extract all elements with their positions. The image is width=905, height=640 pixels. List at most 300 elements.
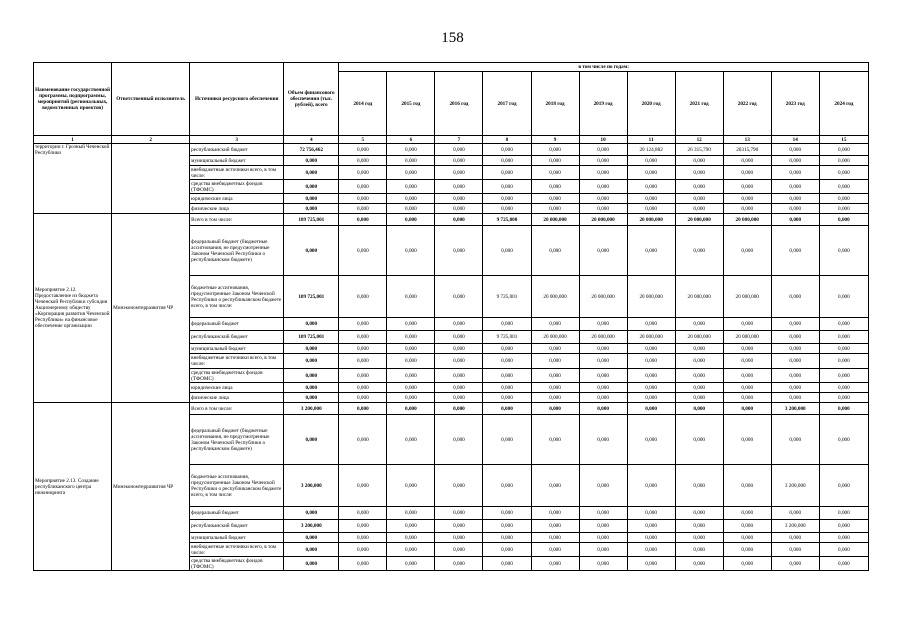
year-value-cell: 0,000 <box>531 403 579 415</box>
year-value-cell: 0,000 <box>675 543 723 557</box>
year-value-cell: 0,000 <box>387 166 435 180</box>
total-cell: 0,000 <box>284 166 339 180</box>
year-value-cell: 0,000 <box>435 331 483 344</box>
year-value-cell: 20 000,000 <box>723 214 771 226</box>
year-value-cell: 20 124,882 <box>627 144 675 156</box>
header-sources: Источники ресурсного обеспечения <box>190 63 284 136</box>
year-value-cell: 0,000 <box>387 204 435 214</box>
year-value-cell: 0,000 <box>723 507 771 520</box>
year-value-cell: 0,000 <box>579 369 627 383</box>
year-value-cell: 0,000 <box>339 166 387 180</box>
year-value-cell: 0,000 <box>675 194 723 204</box>
year-value-cell: 0,000 <box>531 204 579 214</box>
year-value-cell: 0,000 <box>771 354 819 369</box>
year-header: 2015 год <box>387 72 435 136</box>
year-value-cell: 0,000 <box>627 520 675 533</box>
total-cell: 0,000 <box>284 226 339 276</box>
year-value-cell: 0,000 <box>675 226 723 276</box>
source-cell: федеральный бюджет <box>190 318 284 331</box>
year-value-cell: 0,000 <box>771 383 819 393</box>
total-cell: 0,000 <box>284 194 339 204</box>
total-cell: 0,000 <box>284 156 339 166</box>
year-value-cell: 0,000 <box>819 204 868 214</box>
year-value-cell: 0,000 <box>339 194 387 204</box>
year-header: 2021 год <box>675 72 723 136</box>
year-value-cell: 0,000 <box>579 194 627 204</box>
source-cell: средства внебюджетных фондов (ТФОМС) <box>190 180 284 194</box>
source-cell: средства внебюджетных фондов (ТФОМС) <box>190 369 284 383</box>
total-cell: 3 200,000 <box>284 520 339 533</box>
table-body <box>34 144 869 571</box>
header-executor: Ответственный исполнитель <box>112 63 190 136</box>
year-value-cell: 20 000,000 <box>675 214 723 226</box>
year-value-cell: 0,000 <box>387 507 435 520</box>
total-cell: 0,000 <box>284 415 339 465</box>
year-value-cell: 0,000 <box>627 344 675 354</box>
year-value-cell: 0,000 <box>771 369 819 383</box>
year-value-cell: 0,000 <box>387 318 435 331</box>
column-index: 9 <box>531 136 579 144</box>
year-value-cell: 0,000 <box>723 318 771 331</box>
year-value-cell: 0,000 <box>771 507 819 520</box>
year-value-cell: 0,000 <box>339 344 387 354</box>
year-value-cell: 0,000 <box>387 403 435 415</box>
year-value-cell: 0,000 <box>339 318 387 331</box>
year-value-cell: 0,000 <box>339 369 387 383</box>
year-value-cell: 0,000 <box>435 393 483 403</box>
year-value-cell: 0,000 <box>483 344 531 354</box>
year-value-cell: 0,000 <box>483 557 531 571</box>
header-by-years: в том числе по годам: <box>339 63 869 72</box>
year-value-cell: 0,000 <box>387 331 435 344</box>
year-value-cell: 0,000 <box>627 354 675 369</box>
year-value-cell: 9 725,001 <box>483 331 531 344</box>
total-cell: 109 725,001 <box>284 276 339 318</box>
year-value-cell: 20 000,000 <box>531 214 579 226</box>
year-value-cell: 0,000 <box>483 465 531 507</box>
year-value-cell: 0,000 <box>771 344 819 354</box>
year-value-cell: 0,000 <box>435 166 483 180</box>
year-value-cell: 0,000 <box>627 318 675 331</box>
program-name-cell: Мероприятие 2.12. Предоставление из бюджета Чеченской Республики субсидии Акционерному обществу «Корпорация развития Чеченской Республики» на финансовое обеспечение организации <box>34 214 112 403</box>
year-value-cell: 0,000 <box>387 226 435 276</box>
year-value-cell: 0,000 <box>675 393 723 403</box>
source-cell: федеральный бюджет (бюджетные ассигнования, не предусмотренные Законом Чеченской Республики о республиканском бюджете) <box>190 415 284 465</box>
year-value-cell: 0,000 <box>819 507 868 520</box>
year-value-cell: 9 725,000 <box>483 214 531 226</box>
year-value-cell: 0,000 <box>339 533 387 543</box>
year-value-cell: 0,000 <box>579 166 627 180</box>
source-cell: муниципальный бюджет <box>190 533 284 543</box>
column-index: 11 <box>627 136 675 144</box>
year-value-cell: 0,000 <box>531 383 579 393</box>
year-header: 2014 год <box>339 72 387 136</box>
year-value-cell: 0,000 <box>723 520 771 533</box>
year-value-cell: 0,000 <box>723 393 771 403</box>
year-value-cell: 0,000 <box>339 383 387 393</box>
year-value-cell: 0,000 <box>819 415 868 465</box>
year-value-cell: 0,000 <box>531 520 579 533</box>
year-value-cell: 0,000 <box>579 520 627 533</box>
year-value-cell: 0,000 <box>579 156 627 166</box>
year-value-cell: 0,000 <box>819 318 868 331</box>
year-value-cell: 0,000 <box>771 318 819 331</box>
year-value-cell: 3 200,000 <box>771 465 819 507</box>
year-value-cell: 0,000 <box>819 557 868 571</box>
year-value-cell: 0,000 <box>723 403 771 415</box>
year-value-cell: 0,000 <box>627 557 675 571</box>
year-value-cell: 0,000 <box>435 543 483 557</box>
year-value-cell: 0,000 <box>435 204 483 214</box>
column-index: 6 <box>387 136 435 144</box>
year-value-cell: 0,000 <box>675 318 723 331</box>
year-value-cell: 0,000 <box>771 331 819 344</box>
source-cell: юридические лица <box>190 194 284 204</box>
source-cell: внебюджетные источники всего, в том числе: <box>190 166 284 180</box>
year-value-cell: 20 000,000 <box>531 276 579 318</box>
year-value-cell: 0,000 <box>723 344 771 354</box>
year-value-cell: 0,000 <box>339 465 387 507</box>
source-cell: муниципальный бюджет <box>190 344 284 354</box>
year-value-cell: 0,000 <box>723 194 771 204</box>
year-value-cell: 0,000 <box>771 543 819 557</box>
year-value-cell: 0,000 <box>675 166 723 180</box>
total-cell: 0,000 <box>284 543 339 557</box>
year-value-cell: 0,000 <box>387 214 435 226</box>
source-cell: республиканский бюджет <box>190 331 284 344</box>
year-value-cell: 0,000 <box>339 354 387 369</box>
year-value-cell: 0,000 <box>819 465 868 507</box>
year-value-cell: 0,000 <box>435 415 483 465</box>
source-cell: республиканский бюджет <box>190 520 284 533</box>
year-value-cell: 0,000 <box>627 415 675 465</box>
year-value-cell: 20 000,000 <box>675 331 723 344</box>
year-value-cell: 0,000 <box>675 344 723 354</box>
year-value-cell: 3 200,000 <box>771 520 819 533</box>
year-value-cell: 0,000 <box>483 415 531 465</box>
year-value-cell: 0,000 <box>579 226 627 276</box>
executor-cell: Минэкономтерразвития ЧР <box>112 214 190 403</box>
year-value-cell: 0,000 <box>387 415 435 465</box>
year-value-cell: 0,000 <box>435 403 483 415</box>
year-value-cell: 0,000 <box>435 369 483 383</box>
year-value-cell: 20 000,000 <box>579 214 627 226</box>
program-name-cell: Мероприятие 2.13. Создание республиканского центра инжиниринга <box>34 403 112 571</box>
year-value-cell: 20 000,000 <box>627 331 675 344</box>
source-cell: бюджетные ассигнования, предусмотренные Законом Чеченской Республики о республиканском бюджете всего, в том числе: <box>190 276 284 318</box>
year-value-cell: 0,000 <box>771 415 819 465</box>
year-value-cell: 0,000 <box>627 533 675 543</box>
total-cell: 0,000 <box>284 507 339 520</box>
column-index: 8 <box>483 136 531 144</box>
year-header: 2019 год <box>579 72 627 136</box>
page-number: 158 <box>441 30 464 46</box>
year-value-cell: 0,000 <box>387 276 435 318</box>
year-value-cell: 0,000 <box>723 354 771 369</box>
year-value-cell: 0,000 <box>771 533 819 543</box>
total-cell: 0,000 <box>284 383 339 393</box>
year-value-cell: 20 000,000 <box>627 276 675 318</box>
year-value-cell: 0,000 <box>723 383 771 393</box>
year-value-cell: 0,000 <box>675 369 723 383</box>
year-value-cell: 0,000 <box>723 156 771 166</box>
total-cell: 0,000 <box>284 318 339 331</box>
year-value-cell: 0,000 <box>723 557 771 571</box>
total-cell: 0,000 <box>284 369 339 383</box>
year-value-cell: 0,000 <box>771 276 819 318</box>
year-value-cell: 0,000 <box>531 180 579 194</box>
year-value-cell: 0,000 <box>531 166 579 180</box>
year-value-cell: 0,000 <box>819 354 868 369</box>
year-value-cell: 0,000 <box>675 156 723 166</box>
year-value-cell: 0,000 <box>531 415 579 465</box>
column-index: 7 <box>435 136 483 144</box>
year-value-cell: 0,000 <box>723 415 771 465</box>
year-value-cell: 0,000 <box>579 144 627 156</box>
year-value-cell: 0,000 <box>483 180 531 194</box>
source-cell: внебюджетные источники всего, в том числе: <box>190 543 284 557</box>
year-value-cell: 0,000 <box>531 369 579 383</box>
year-value-cell: 0,000 <box>387 543 435 557</box>
year-value-cell: 0,000 <box>819 166 868 180</box>
year-header: 2020 год <box>627 72 675 136</box>
year-value-cell: 0,000 <box>771 144 819 156</box>
year-value-cell: 0,000 <box>339 543 387 557</box>
year-value-cell: 0,000 <box>579 507 627 520</box>
source-cell: Всего в том числе: <box>190 403 284 415</box>
year-value-cell: 0,000 <box>339 520 387 533</box>
year-value-cell: 0,000 <box>531 507 579 520</box>
year-value-cell: 0,000 <box>675 507 723 520</box>
year-value-cell: 0,000 <box>483 403 531 415</box>
source-cell: средства внебюджетных фондов (ТФОМС) <box>190 557 284 571</box>
year-value-cell: 20 000,000 <box>531 331 579 344</box>
year-value-cell: 0,000 <box>579 557 627 571</box>
total-cell: 0,000 <box>284 533 339 543</box>
year-header: 2023 год <box>771 72 819 136</box>
source-cell: юридические лица <box>190 383 284 393</box>
year-value-cell: 0,000 <box>771 166 819 180</box>
year-value-cell: 0,000 <box>531 543 579 557</box>
total-cell: 109 725,001 <box>284 331 339 344</box>
year-value-cell: 0,000 <box>339 180 387 194</box>
year-value-cell: 0,000 <box>531 354 579 369</box>
column-index: 3 <box>190 136 284 144</box>
year-value-cell: 0,000 <box>819 194 868 204</box>
year-value-cell: 0,000 <box>387 156 435 166</box>
year-value-cell: 0,000 <box>723 226 771 276</box>
total-cell: 3 200,000 <box>284 403 339 415</box>
year-value-cell: 0,000 <box>819 533 868 543</box>
year-value-cell: 0,000 <box>435 354 483 369</box>
year-value-cell: 0,000 <box>723 180 771 194</box>
year-value-cell: 0,000 <box>627 166 675 180</box>
column-index: 14 <box>771 136 819 144</box>
source-cell: внебюджетные источники всего, в том числе: <box>190 354 284 369</box>
year-value-cell: 0,000 <box>435 318 483 331</box>
year-value-cell: 0,000 <box>675 204 723 214</box>
source-cell: физические лица <box>190 204 284 214</box>
year-value-cell: 0,000 <box>675 520 723 533</box>
year-value-cell: 0,000 <box>531 393 579 403</box>
column-index: 12 <box>675 136 723 144</box>
year-value-cell: 26315,790 <box>723 144 771 156</box>
year-value-cell: 0,000 <box>531 226 579 276</box>
year-value-cell: 0,000 <box>675 465 723 507</box>
year-value-cell: 0,000 <box>579 318 627 331</box>
year-value-cell: 0,000 <box>723 369 771 383</box>
year-value-cell: 0,000 <box>339 403 387 415</box>
executor-cell: Минэкономтерразвития ЧР <box>112 403 190 571</box>
source-cell: муниципальный бюджет <box>190 156 284 166</box>
year-value-cell: 0,000 <box>387 344 435 354</box>
year-value-cell: 0,000 <box>387 520 435 533</box>
year-value-cell: 0,000 <box>819 144 868 156</box>
year-value-cell: 3 200,000 <box>771 403 819 415</box>
year-value-cell: 0,000 <box>435 214 483 226</box>
year-value-cell: 0,000 <box>387 557 435 571</box>
year-value-cell: 0,000 <box>483 166 531 180</box>
column-index-row <box>34 136 869 144</box>
year-value-cell: 0,000 <box>435 276 483 318</box>
total-cell: 0,000 <box>284 344 339 354</box>
year-value-cell: 0,000 <box>579 344 627 354</box>
year-header: 2017 год <box>483 72 531 136</box>
year-value-cell: 0,000 <box>771 557 819 571</box>
year-value-cell: 0,000 <box>531 533 579 543</box>
year-value-cell: 0,000 <box>771 204 819 214</box>
year-value-cell: 0,000 <box>819 214 868 226</box>
table-row <box>34 144 869 156</box>
year-value-cell: 0,000 <box>627 156 675 166</box>
year-value-cell: 0,000 <box>771 180 819 194</box>
year-value-cell: 0,000 <box>819 156 868 166</box>
source-cell: физические лица <box>190 393 284 403</box>
year-value-cell: 20 000,000 <box>723 276 771 318</box>
year-value-cell: 0,000 <box>819 393 868 403</box>
year-value-cell: 0,000 <box>339 204 387 214</box>
header-program: Наименование государственной программы, подпрограммы, мероприятий (региональных, ведомственных проектов) <box>34 63 112 136</box>
year-value-cell: 0,000 <box>627 204 675 214</box>
column-index: 10 <box>579 136 627 144</box>
year-header: 2018 год <box>531 72 579 136</box>
total-cell: 0,000 <box>284 354 339 369</box>
year-value-cell: 0,000 <box>579 415 627 465</box>
year-value-cell: 0,000 <box>675 383 723 393</box>
total-cell: 109 725,001 <box>284 214 339 226</box>
header-total: Объем финансового обеспечения (тыс. рублей), всего <box>284 63 339 136</box>
year-value-cell: 0,000 <box>387 383 435 393</box>
table-header <box>34 63 869 144</box>
year-value-cell: 0,000 <box>435 383 483 393</box>
year-value-cell: 0,000 <box>435 520 483 533</box>
year-value-cell: 0,000 <box>339 276 387 318</box>
year-value-cell: 0,000 <box>435 194 483 204</box>
year-value-cell: 0,000 <box>627 383 675 393</box>
year-value-cell: 0,000 <box>483 369 531 383</box>
source-cell: Всего в том числе: <box>190 214 284 226</box>
year-value-cell: 0,000 <box>339 156 387 166</box>
year-value-cell: 0,000 <box>675 415 723 465</box>
year-value-cell: 0,000 <box>339 415 387 465</box>
year-value-cell: 0,000 <box>483 226 531 276</box>
year-value-cell: 0,000 <box>723 204 771 214</box>
year-value-cell: 26 315,790 <box>675 144 723 156</box>
year-value-cell: 0,000 <box>483 507 531 520</box>
year-value-cell: 0,000 <box>387 354 435 369</box>
year-value-cell: 0,000 <box>483 533 531 543</box>
year-value-cell: 0,000 <box>723 543 771 557</box>
year-value-cell: 0,000 <box>435 156 483 166</box>
year-value-cell: 0,000 <box>387 180 435 194</box>
year-value-cell: 0,000 <box>675 354 723 369</box>
year-value-cell: 0,000 <box>339 393 387 403</box>
year-value-cell: 0,000 <box>627 543 675 557</box>
year-value-cell: 0,000 <box>579 533 627 543</box>
year-value-cell: 0,000 <box>675 403 723 415</box>
year-value-cell: 0,000 <box>675 557 723 571</box>
year-value-cell: 0,000 <box>483 393 531 403</box>
year-value-cell: 0,000 <box>435 557 483 571</box>
total-cell: 72 756,462 <box>284 144 339 156</box>
year-value-cell: 0,000 <box>819 369 868 383</box>
year-value-cell: 9 725,001 <box>483 276 531 318</box>
source-cell: бюджетные ассигнования, предусмотренные Законом Чеченской Республики о республиканском бюджете всего, в том числе: <box>190 465 284 507</box>
financing-table <box>33 62 869 571</box>
total-cell: 3 200,000 <box>284 465 339 507</box>
year-value-cell: 0,000 <box>819 520 868 533</box>
year-value-cell: 0,000 <box>387 369 435 383</box>
year-value-cell: 0,000 <box>531 156 579 166</box>
year-value-cell: 0,000 <box>579 204 627 214</box>
year-value-cell: 0,000 <box>819 403 868 415</box>
year-value-cell: 0,000 <box>435 465 483 507</box>
column-index: 4 <box>284 136 339 144</box>
year-value-cell: 0,000 <box>723 465 771 507</box>
year-value-cell: 0,000 <box>483 204 531 214</box>
year-value-cell: 0,000 <box>723 166 771 180</box>
year-value-cell: 0,000 <box>483 318 531 331</box>
year-value-cell: 0,000 <box>627 507 675 520</box>
year-value-cell: 0,000 <box>771 393 819 403</box>
year-value-cell: 0,000 <box>435 144 483 156</box>
total-cell: 0,000 <box>284 557 339 571</box>
year-value-cell: 0,000 <box>387 144 435 156</box>
column-index: 5 <box>339 136 387 144</box>
year-value-cell: 0,000 <box>531 344 579 354</box>
year-header: 2016 год <box>435 72 483 136</box>
year-value-cell: 0,000 <box>627 226 675 276</box>
year-value-cell: 0,000 <box>435 180 483 194</box>
year-header: 2022 год <box>723 72 771 136</box>
year-value-cell: 0,000 <box>819 543 868 557</box>
year-value-cell: 0,000 <box>531 144 579 156</box>
year-value-cell: 0,000 <box>819 331 868 344</box>
year-value-cell: 0,000 <box>675 533 723 543</box>
year-value-cell: 0,000 <box>339 331 387 344</box>
table-row <box>34 403 869 415</box>
year-value-cell: 20 000,000 <box>579 276 627 318</box>
year-value-cell: 0,000 <box>819 344 868 354</box>
table-row <box>34 214 869 226</box>
year-value-cell: 0,000 <box>339 144 387 156</box>
year-value-cell: 20 000,000 <box>579 331 627 344</box>
year-value-cell: 0,000 <box>531 194 579 204</box>
year-value-cell: 0,000 <box>435 344 483 354</box>
year-value-cell: 0,000 <box>339 226 387 276</box>
year-value-cell: 0,000 <box>579 354 627 369</box>
year-value-cell: 20 000,000 <box>675 276 723 318</box>
